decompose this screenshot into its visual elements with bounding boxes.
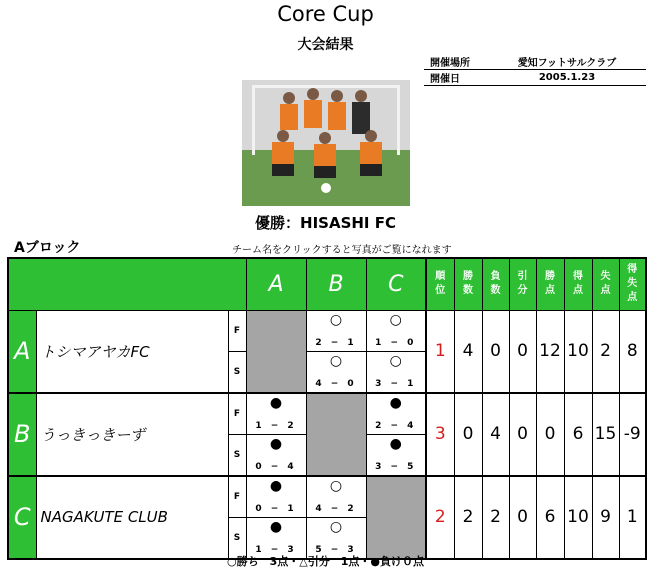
stat-header-label: 失点: [600, 271, 611, 297]
block-note: チーム名をクリックすると写真がご覧になれます: [232, 245, 452, 256]
win-circle-icon: ○: [389, 311, 402, 328]
match-result: [307, 477, 366, 517]
match-result: [307, 311, 366, 351]
stat-header-label: 勝数: [463, 271, 473, 297]
win-circle-icon: ○: [389, 352, 402, 369]
stat-引分: 0: [509, 393, 536, 476]
half-label: F: [228, 310, 246, 351]
match-score: 0 − 4: [255, 461, 297, 472]
stat-引分: 0: [509, 476, 536, 559]
match-result-cell: [366, 351, 426, 393]
stat-勝数: 0: [454, 393, 482, 476]
match-result: [367, 435, 426, 475]
stat-header-7: [619, 258, 646, 310]
self-match-cell: [306, 393, 366, 476]
match-result-cell: [246, 393, 306, 435]
winner-team-photo: [242, 80, 410, 206]
team-photo-image: [242, 80, 410, 206]
match-result-cell: [246, 434, 306, 476]
match-result-cell: [246, 476, 306, 518]
page-title: Core Cup: [277, 2, 374, 26]
stat-負数: 0: [482, 310, 509, 393]
match-result-cell: [306, 351, 366, 393]
stat-引分: 0: [509, 310, 536, 393]
match-result: [247, 394, 306, 434]
match-result: [247, 477, 306, 517]
match-result: [307, 518, 366, 558]
half-label: F: [228, 476, 246, 518]
match-result-cell: [366, 310, 426, 351]
stat-順位: 3: [426, 393, 454, 476]
match-score: 0 − 1: [255, 503, 297, 514]
stat-得失点: 1: [619, 476, 646, 559]
stat-header-label: 勝点: [545, 271, 555, 297]
team-name-text[interactable]: トシマアヤカFC: [40, 342, 150, 361]
venue-row: [424, 54, 646, 70]
venue-value: 愛知フットサルクラブ: [517, 58, 617, 69]
match-score: 2 − 4: [375, 420, 417, 431]
match-result: [247, 435, 306, 475]
date-row: [424, 70, 646, 86]
results-table: [7, 257, 647, 560]
match-score: 4 − 2: [315, 503, 357, 514]
stat-勝点: 12: [536, 310, 564, 393]
match-score: 3 − 1: [375, 378, 417, 389]
team-name-link[interactable]: [36, 393, 228, 476]
stat-header-1: [454, 258, 482, 310]
loss-dot-icon: ●: [269, 477, 283, 494]
event-info: [424, 54, 646, 86]
stat-得点: 6: [564, 393, 592, 476]
team-name-link[interactable]: [36, 476, 228, 559]
venue-label: 開催場所: [430, 58, 470, 69]
stat-header-0: [426, 258, 454, 310]
win-circle-icon: ○: [329, 477, 343, 494]
stat-得失点: 8: [619, 310, 646, 393]
page-subtitle: 大会結果: [297, 37, 354, 53]
stat-header-label: 順位: [435, 271, 446, 297]
loss-dot-icon: ●: [269, 435, 283, 452]
stat-header-label: 負数: [490, 271, 501, 297]
match-score: 1 − 2: [255, 420, 297, 431]
stat-得点: 10: [564, 476, 592, 559]
stat-勝数: 2: [454, 476, 482, 559]
corner-cell: [8, 258, 246, 310]
loss-dot-icon: ●: [389, 435, 402, 452]
row-letter-b: B: [8, 393, 36, 476]
stat-順位: 2: [426, 476, 454, 559]
half-label: S: [228, 517, 246, 559]
team-row-b-first: [8, 393, 646, 435]
stat-header-6: [592, 258, 619, 310]
stat-負数: 4: [482, 393, 509, 476]
winner-announcement: 優勝：HISASHI FC: [255, 214, 396, 232]
team-row-a-first: [8, 310, 646, 351]
loss-dot-icon: ●: [269, 394, 283, 411]
stat-順位: 1: [426, 310, 454, 393]
match-score: 3 − 5: [375, 461, 417, 472]
half-label: S: [228, 434, 246, 476]
stat-header-3: [509, 258, 536, 310]
stat-失点: 9: [592, 476, 619, 559]
date-value: 2005.1.23: [538, 72, 596, 83]
win-circle-icon: ○: [329, 311, 343, 328]
self-match-cell: [246, 310, 306, 393]
match-score: 4 − 0: [315, 378, 357, 389]
stat-勝点: 6: [536, 476, 564, 559]
match-score: 1 − 0: [375, 337, 417, 348]
team-name-text[interactable]: NAGAKUTE CLUB: [40, 508, 168, 526]
stat-header-2: [482, 258, 509, 310]
loss-dot-icon: ●: [389, 394, 402, 411]
stat-負数: 2: [482, 476, 509, 559]
match-result: [367, 394, 426, 434]
block-title: Aブロック: [14, 240, 81, 256]
team-name-link[interactable]: [36, 310, 228, 393]
stat-得点: 10: [564, 310, 592, 393]
stat-header-label: 得点: [573, 271, 583, 297]
results-table-body: [8, 258, 646, 559]
stat-header-label: 得失点: [627, 264, 638, 304]
team-name-text[interactable]: うっきっきーず: [40, 425, 145, 444]
half-label: F: [228, 393, 246, 435]
row-letter-a: A: [8, 310, 36, 393]
col-header-a: A: [246, 258, 306, 310]
match-result: [307, 352, 366, 392]
stat-header-5: [564, 258, 592, 310]
col-header-c: C: [366, 258, 426, 310]
match-result: [367, 352, 426, 392]
team-row-c-first: [8, 476, 646, 518]
loss-dot-icon: ●: [269, 518, 283, 535]
win-circle-icon: ○: [329, 352, 343, 369]
match-score: 2 − 1: [315, 337, 357, 348]
half-label: S: [228, 351, 246, 393]
stat-得失点: -9: [619, 393, 646, 476]
col-header-b: B: [306, 258, 366, 310]
match-result-cell: [366, 434, 426, 476]
match-score: 5 − 3: [315, 544, 357, 555]
stat-勝点: 0: [536, 393, 564, 476]
date-label: 開催日: [430, 74, 460, 85]
win-circle-icon: ○: [329, 518, 343, 535]
self-match-cell: [366, 476, 426, 559]
match-result: [247, 518, 306, 558]
match-score: 1 − 3: [255, 544, 297, 555]
match-result-cell: [306, 310, 366, 351]
stat-header-label: 引分: [517, 271, 528, 297]
stat-失点: 15: [592, 393, 619, 476]
match-result-cell: [306, 476, 366, 518]
row-letter-c: C: [8, 476, 36, 559]
match-result: [367, 311, 426, 351]
stat-失点: 2: [592, 310, 619, 393]
match-result-cell: [366, 393, 426, 435]
stat-header-4: [536, 258, 564, 310]
scoring-legend: ○勝ち 3点・△引分 1点・●負け０点: [227, 555, 424, 568]
stat-勝数: 4: [454, 310, 482, 393]
table-header-row: [8, 258, 646, 310]
